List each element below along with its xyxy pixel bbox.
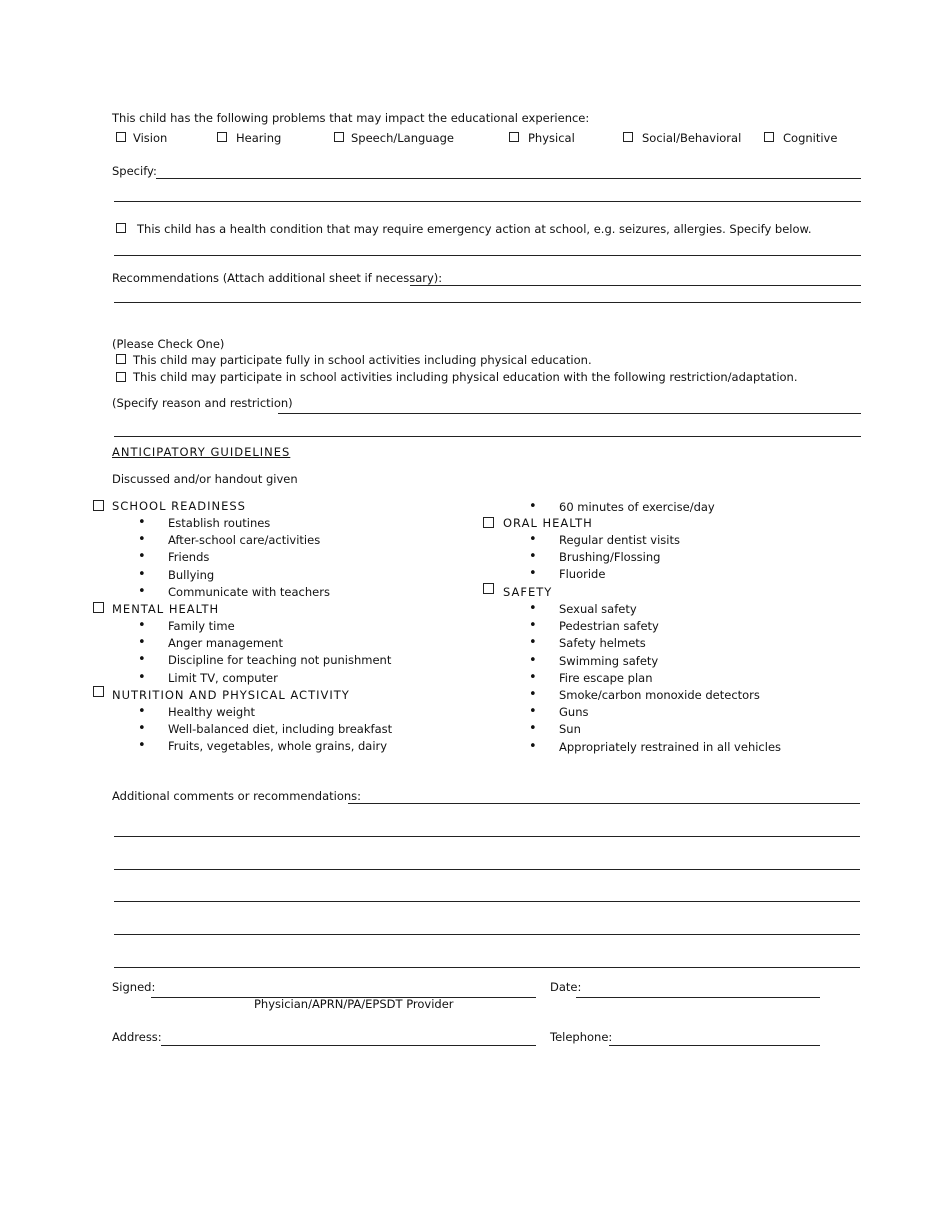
comments-label: Additional comments or recommendations:	[112, 789, 362, 803]
list-item: • Appropriately restrained in all vehicles	[529, 740, 781, 757]
list-item: • Sexual safety	[529, 602, 781, 619]
list-item: • Discipline for teaching not punishment	[138, 653, 391, 670]
hearing-label: Hearing	[236, 131, 282, 145]
vision-label: Vision	[133, 131, 168, 145]
school-readiness-checkbox[interactable]	[93, 500, 104, 511]
speech-language-label: Speech/Language	[351, 131, 454, 145]
restriction-line-1[interactable]	[278, 413, 861, 414]
list-item: • Regular dentist visits	[529, 533, 680, 550]
list-item: • Guns	[529, 705, 781, 722]
specify-label: Specify:	[112, 164, 157, 178]
school-readiness-list	[138, 516, 330, 602]
physical-label: Physical	[528, 131, 575, 145]
recommendations-line-2[interactable]	[114, 302, 861, 303]
school-readiness-heading: SCHOOL READINESS	[112, 499, 246, 513]
guidelines-subtitle: Discussed and/or handout given	[112, 472, 298, 486]
participate-fully-checkbox[interactable]	[116, 354, 126, 364]
nutrition-heading: NUTRITION AND PHYSICAL ACTIVITY	[112, 688, 350, 702]
list-item: • Fruits, vegetables, whole grains, dairy	[138, 739, 392, 756]
list-item: • Establish routines	[138, 516, 330, 533]
list-item: • Fire escape plan	[529, 671, 781, 688]
list-item: • Sun	[529, 722, 781, 739]
list-item: • Friends	[138, 550, 330, 567]
emergency-checkbox[interactable]	[116, 223, 126, 233]
comments-line-1[interactable]	[348, 803, 860, 804]
nutrition-list-continued	[529, 500, 715, 517]
list-item: • Anger management	[138, 636, 391, 653]
comments-line-3[interactable]	[114, 869, 860, 870]
restriction-label: (Specify reason and restriction)	[112, 396, 293, 410]
comments-line-5[interactable]	[114, 934, 860, 935]
oral-health-list	[529, 533, 680, 585]
safety-list	[529, 602, 781, 757]
guidelines-title: ANTICIPATORY GUIDELINES	[112, 445, 291, 459]
telephone-label: Telephone:	[550, 1030, 613, 1044]
oral-health-heading: ORAL HEALTH	[503, 516, 593, 530]
list-item: • Healthy weight	[138, 705, 392, 722]
recommendations-label: Recommendations (Attach additional sheet if necessary):	[112, 271, 443, 285]
mental-health-heading: MENTAL HEALTH	[112, 602, 220, 616]
signed-label: Signed:	[112, 980, 156, 994]
emergency-line[interactable]	[114, 255, 861, 256]
list-item: • Safety helmets	[529, 636, 781, 653]
cognitive-checkbox[interactable]	[764, 132, 774, 142]
nutrition-list	[138, 705, 392, 757]
list-item: • Pedestrian safety	[529, 619, 781, 636]
participation-instruction: (Please Check One)	[112, 337, 225, 351]
date-label: Date:	[550, 980, 582, 994]
address-label: Address:	[112, 1030, 162, 1044]
signed-caption: Physician/APRN/PA/EPSDT Provider	[254, 997, 454, 1011]
speech-language-checkbox[interactable]	[334, 132, 344, 142]
hearing-checkbox[interactable]	[217, 132, 227, 142]
vision-checkbox[interactable]	[116, 132, 126, 142]
address-line[interactable]	[161, 1045, 536, 1046]
list-item: • 60 minutes of exercise/day	[529, 500, 715, 517]
physical-checkbox[interactable]	[509, 132, 519, 142]
list-item: • After-school care/activities	[138, 533, 330, 550]
comments-line-6[interactable]	[114, 967, 860, 968]
oral-health-checkbox[interactable]	[483, 517, 494, 528]
cognitive-label: Cognitive	[783, 131, 838, 145]
restriction-line-2[interactable]	[114, 436, 861, 437]
telephone-line[interactable]	[609, 1045, 820, 1046]
list-item: • Brushing/Flossing	[529, 550, 680, 567]
participate-fully-label: This child may participate fully in school activities including physical education.	[133, 353, 592, 367]
specify-line-1[interactable]	[156, 178, 861, 179]
social-behavioral-checkbox[interactable]	[623, 132, 633, 142]
list-item: • Limit TV, computer	[138, 671, 391, 688]
list-item: • Smoke/carbon monoxide detectors	[529, 688, 781, 705]
list-item: • Communicate with teachers	[138, 585, 330, 602]
safety-checkbox[interactable]	[483, 583, 494, 594]
recommendations-line-1[interactable]	[410, 285, 861, 286]
problems-intro: This child has the following problems that may impact the educational experience:	[112, 111, 590, 125]
list-item: • Family time	[138, 619, 391, 636]
list-item: • Well-balanced diet, including breakfast	[138, 722, 392, 739]
participate-restricted-checkbox[interactable]	[116, 372, 126, 382]
safety-heading: SAFETY	[503, 585, 553, 599]
specify-line-2[interactable]	[114, 201, 861, 202]
mental-health-checkbox[interactable]	[93, 602, 104, 613]
participate-restricted-label: This child may participate in school activities including physical education with the following restriction/adaptation.	[133, 370, 798, 384]
emergency-text: This child has a health condition that may require emergency action at school, e.g. seizures, allergies. Specify below.	[137, 222, 812, 236]
comments-line-4[interactable]	[114, 901, 860, 902]
comments-line-2[interactable]	[114, 836, 860, 837]
mental-health-list	[138, 619, 391, 688]
nutrition-checkbox[interactable]	[93, 686, 104, 697]
date-line[interactable]	[576, 997, 820, 998]
social-behavioral-label: Social/Behavioral	[642, 131, 742, 145]
list-item: • Swimming safety	[529, 654, 781, 671]
list-item: • Bullying	[138, 568, 330, 585]
list-item: • Fluoride	[529, 567, 680, 584]
